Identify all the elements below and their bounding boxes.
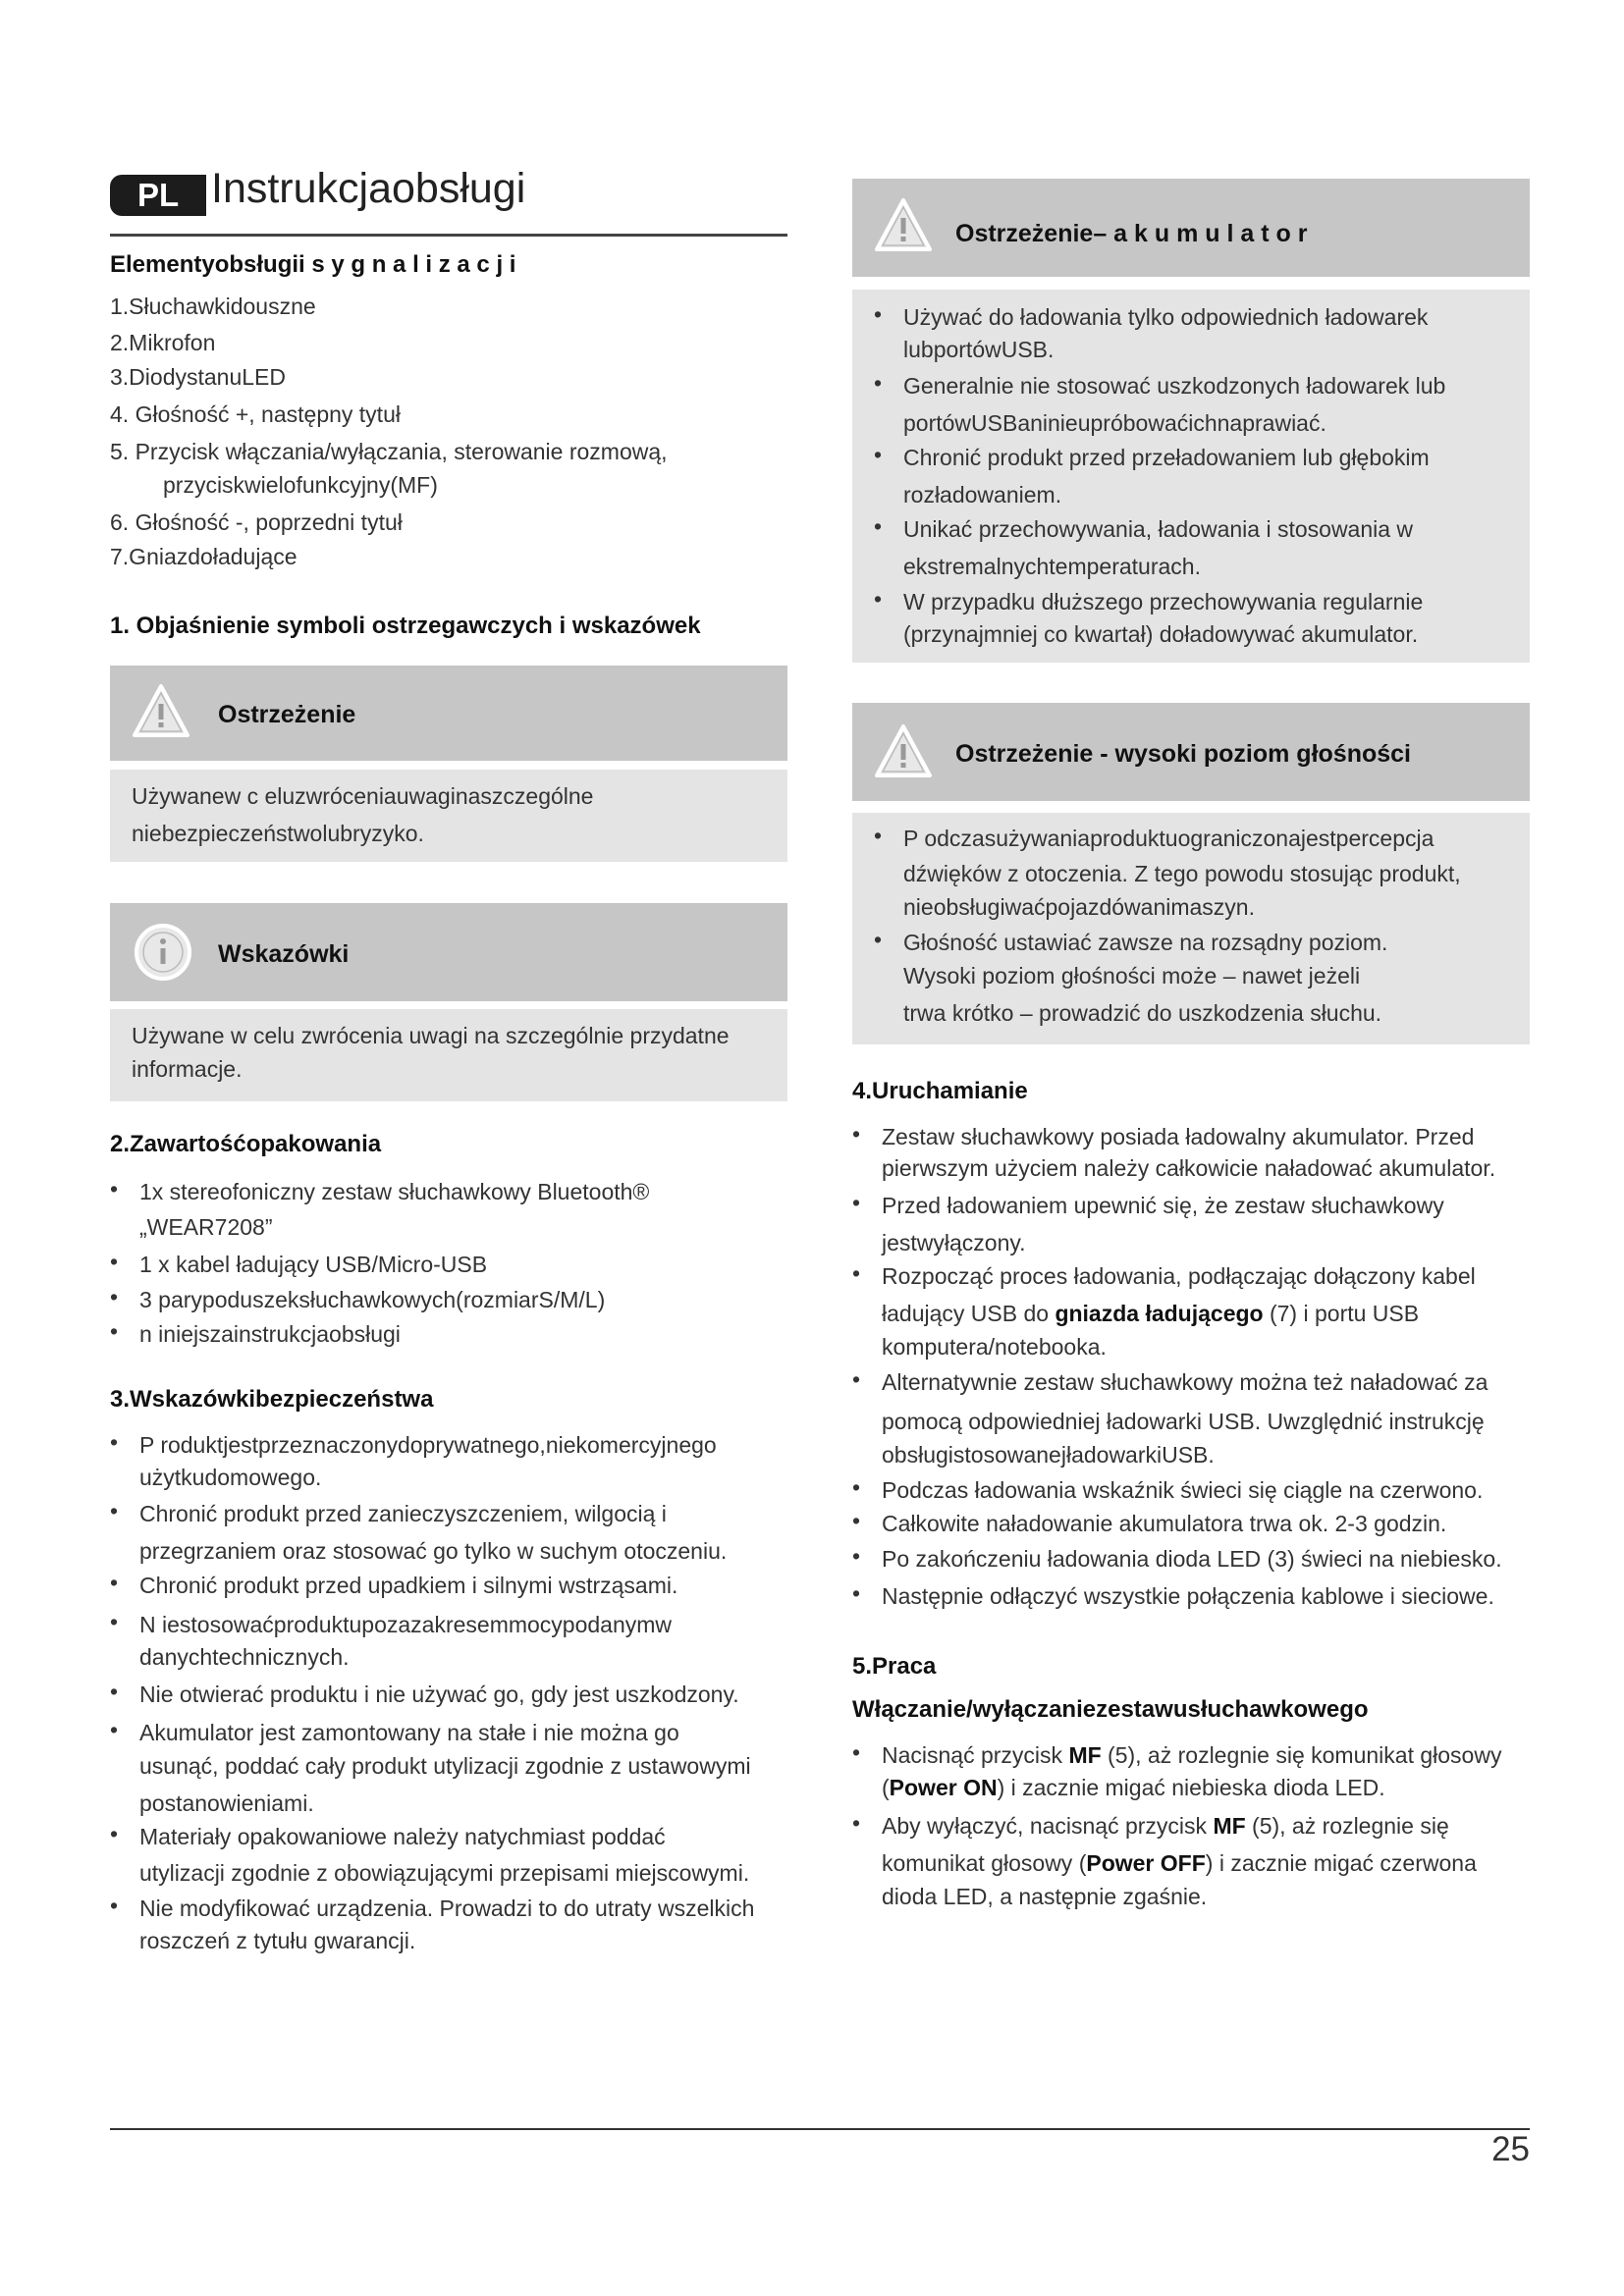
text-run: ) i zacznie migać niebieska dioda LED. — [997, 1775, 1385, 1800]
bullet: • — [852, 1121, 861, 1147]
bullet: • — [110, 1429, 119, 1455]
bullet: • — [110, 1821, 119, 1846]
bullet: • — [874, 927, 883, 952]
warning-triangle-icon — [874, 722, 933, 779]
package-item-text: n iniejszainstrukcjaobsługi — [139, 1321, 401, 1347]
startup-item-text: Podczas ładowania wskaźnik świeci się ciągle na czerwono. — [882, 1477, 1484, 1503]
bullet: • — [852, 1474, 861, 1500]
bullet: • — [110, 1609, 119, 1634]
battery-warning-text: W przypadku dłuższego przechowywania regularnie — [903, 589, 1424, 614]
page-number: 25 — [1491, 2130, 1530, 2168]
startup-item-text: Przed ładowaniem upewnić się, że zestaw słuchawkowy — [882, 1193, 1444, 1218]
operation-item-text — [882, 1847, 1477, 1880]
charging-socket-label: gniazda ładującego — [1055, 1301, 1264, 1326]
safety-item-text: Materiały opakowaniowe należy natychmiast poddać — [139, 1824, 666, 1849]
text-run: ( — [882, 1775, 890, 1800]
warning-text: Używanew c eluzwróceniauwaginaszczególne — [132, 783, 594, 809]
volume-warning-text: nieobsługiwaćpojazdówanimaszyn. — [903, 894, 1255, 920]
text-run: komunikat głosowy ( — [882, 1850, 1087, 1876]
text-run: (5), aż rozlegnie się — [1245, 1813, 1449, 1839]
package-item-text: 1x stereofoniczny zestaw słuchawkowy Bluetooth® — [139, 1179, 650, 1204]
power-off-label: Power OFF — [1086, 1850, 1206, 1876]
bullet: • — [874, 586, 883, 612]
safety-item-text: użytkudomowego. — [139, 1465, 322, 1490]
safety-item-text: Nie otwierać produktu i nie używać go, gdy jest uszkodzony. — [139, 1682, 739, 1707]
bullet: • — [852, 1810, 861, 1836]
volume-warning-text: P odczasużywaniaproduktuograniczonajestpercepcja — [903, 826, 1435, 851]
bullet: • — [110, 1176, 119, 1201]
text-run: Aby wyłączyć, nacisnąć przycisk — [882, 1813, 1214, 1839]
controls-item: 7.Gniazdoładujące — [110, 544, 298, 569]
operation-subheading: Włączanie/wyłączaniezestawusłuchawkowego — [852, 1696, 1369, 1723]
controls-item: przyciskwielofunkcyjny(MF) — [163, 472, 438, 498]
text-run: (7) i portu USB — [1263, 1301, 1420, 1326]
startup-heading: 4.Uruchamianie — [852, 1078, 1028, 1104]
notes-box-header — [110, 903, 787, 1001]
controls-item: 4. Głośność +, następny tytuł — [110, 401, 401, 427]
bullet: • — [852, 1190, 861, 1215]
text-run: (5), aż rozlegnie się komunikat głosowy — [1101, 1742, 1502, 1768]
startup-item-text: Zestaw słuchawkowy posiada ładowalny akumulator. Przed — [882, 1124, 1475, 1149]
text-run: Nacisnąć przycisk — [882, 1742, 1069, 1768]
controls-item: 3.DiodystanuLED — [110, 364, 286, 390]
controls-item: 2.Mikrofon — [110, 330, 216, 355]
battery-warning-header — [852, 179, 1530, 277]
safety-item-text: P roduktjestprzeznaczonydoprywatnego,niekomercyjnego — [139, 1432, 717, 1458]
bullet: • — [110, 1679, 119, 1704]
symbols-heading: 1. Objaśnienie symboli ostrzegawczych i wskazówek — [110, 613, 701, 639]
startup-item-text: jestwyłączony. — [882, 1230, 1026, 1255]
bullet: • — [110, 1717, 119, 1742]
notes-box-body — [110, 1009, 787, 1101]
volume-warning-header — [852, 703, 1530, 801]
safety-item-text: przegrzaniem oraz stosować go tylko w suchym otoczeniu. — [139, 1538, 728, 1564]
bullet: • — [852, 1260, 861, 1286]
operation-heading: 5.Praca — [852, 1653, 937, 1680]
operation-item-text: dioda LED, a następnie zgaśnie. — [882, 1884, 1208, 1909]
text-run: ładujący USB do — [882, 1301, 1056, 1326]
bullet: • — [874, 823, 883, 848]
package-item-text: 1 x kabel ładujący USB/Micro-USB — [139, 1252, 488, 1277]
power-on-label: Power ON — [889, 1775, 998, 1800]
bullet: • — [110, 1498, 119, 1523]
controls-item: 1.Słuchawkidouszne — [110, 294, 316, 319]
startup-item-text: pomocą odpowiedniej ładowarki USB. Uwzględnić instrukcję — [882, 1409, 1485, 1434]
startup-item-text: Po zakończeniu ładowania dioda LED (3) świeci na niebiesko. — [882, 1546, 1502, 1572]
controls-item: 6. Głośność -, poprzedni tytuł — [110, 509, 403, 535]
battery-warning-text: ekstremalnychtemperaturach. — [903, 554, 1201, 579]
bullet: • — [852, 1508, 861, 1533]
safety-item-text: postanowieniami. — [139, 1790, 314, 1816]
notes-text: Używane w celu zwrócenia uwagi na szczególnie przydatne — [132, 1023, 730, 1048]
safety-heading: 3.Wskazówkibezpieczeństwa — [110, 1386, 434, 1413]
operation-item-text — [882, 1810, 1449, 1842]
battery-warning-text: (przynajmniej co kwartał) doładowywać akumulator. — [903, 621, 1419, 647]
battery-warning-text: Używać do ładowania tylko odpowiednich ładowarek — [903, 304, 1429, 330]
battery-warning-text: Unikać przechowywania, ładowania i stosowania w — [903, 516, 1414, 542]
page-header — [110, 165, 787, 237]
volume-warning-title: Ostrzeżenie - wysoki poziom głośności — [955, 740, 1411, 768]
text-run: ) i zacznie migać czerwona — [1205, 1850, 1477, 1876]
controls-item: 5. Przycisk włączania/wyłączania, sterowanie rozmową, — [110, 439, 668, 464]
startup-item-text — [882, 1298, 1419, 1330]
bullet: • — [110, 1284, 119, 1309]
safety-item-text: roszczeń z tytułu gwarancji. — [139, 1928, 416, 1953]
warning-box-body — [110, 770, 787, 862]
safety-item-text: utylizacji zgodnie z obowiązującymi przepisami miejscowymi. — [139, 1860, 750, 1886]
safety-item-text: Akumulator jest zamontowany na stałe i nie można go — [139, 1720, 679, 1745]
safety-item-text: Chronić produkt przed upadkiem i silnymi wstrząsami. — [139, 1573, 678, 1598]
battery-warning-title: Ostrzeżenie– a k u m u l a t o r — [955, 220, 1308, 247]
notes-text: informacje. — [132, 1056, 243, 1082]
warning-box-header — [110, 666, 787, 761]
bullet: • — [110, 1570, 119, 1595]
warning-text: niebezpieczeństwolubryzyko. — [132, 821, 424, 846]
warning-triangle-icon — [874, 196, 933, 253]
safety-item-text: Chronić produkt przed zanieczyszczeniem, wilgocią i — [139, 1501, 667, 1526]
startup-item-text: Następnie odłączyć wszystkie połączenia kablowe i sieciowe. — [882, 1583, 1494, 1609]
safety-item-text: usunąć, poddać cały produkt utylizacji zgodnie z ustawowymi — [139, 1753, 751, 1779]
bullet: • — [110, 1249, 119, 1274]
package-item-text: „WEAR7208” — [139, 1214, 273, 1240]
operation-item-text — [882, 1772, 1385, 1804]
mf-button-label: MF — [1213, 1813, 1246, 1839]
battery-warning-text: portówUSBaninieupróbowaćichnaprawiać. — [903, 410, 1326, 436]
bullet: • — [874, 301, 883, 327]
safety-item-text: danychtechnicznych. — [139, 1644, 350, 1670]
volume-warning-text: Głośność ustawiać zawsze na rozsądny poziom. — [903, 930, 1388, 955]
notes-title: Wskazówki — [218, 940, 350, 968]
bullet: • — [852, 1739, 861, 1765]
startup-item-text: komputera/notebooka. — [882, 1334, 1107, 1360]
package-heading: 2.Zawartośćopakowania — [110, 1131, 382, 1157]
safety-item-text: Nie modyfikować urządzenia. Prowadzi to do utraty wszelkich — [139, 1896, 755, 1921]
warning-title: Ostrzeżenie — [218, 701, 356, 728]
footer-divider — [110, 2128, 1530, 2130]
volume-warning-body — [852, 813, 1530, 1044]
battery-warning-text: rozładowaniem. — [903, 482, 1062, 507]
battery-warning-body — [852, 290, 1530, 663]
bullet: • — [110, 1318, 119, 1344]
language-badge: PL — [110, 175, 206, 216]
battery-warning-text: Chronić produkt przed przeładowaniem lub głębokim — [903, 445, 1430, 470]
volume-warning-text: trwa krótko – prowadzić do uszkodzenia słuchu. — [903, 1000, 1382, 1026]
mf-button-label: MF — [1068, 1742, 1102, 1768]
info-icon — [134, 923, 192, 982]
startup-item-text: Rozpocząć proces ładowania, podłączając dołączony kabel — [882, 1263, 1476, 1289]
startup-item-text: obsługistosowanejładowarkiUSB. — [882, 1442, 1215, 1468]
bullet: • — [110, 1893, 119, 1918]
page-title: Instrukcjaobsługi — [211, 165, 526, 212]
startup-item-text: Całkowite naładowanie akumulatora trwa ok. 2-3 godzin. — [882, 1511, 1447, 1536]
package-item-text: 3 parypoduszeksłuchawkowych(rozmiarS/M/L) — [139, 1287, 606, 1312]
bullet: • — [874, 513, 883, 539]
battery-warning-text: lubportówUSB. — [903, 337, 1055, 362]
bullet: • — [852, 1366, 861, 1392]
battery-warning-text: Generalnie nie stosować uszkodzonych ładowarek lub — [903, 373, 1446, 399]
startup-item-text: pierwszym użyciem należy całkowicie naładować akumulator. — [882, 1155, 1496, 1181]
startup-item-text: Alternatywnie zestaw słuchawkowy można też naładować za — [882, 1369, 1489, 1395]
safety-item-text: N iestosowaćproduktupozazakresemmocypodanymw — [139, 1612, 673, 1637]
bullet: • — [874, 370, 883, 396]
controls-heading: Elementyobsługii s y g n a l i z a c j i — [110, 251, 516, 278]
volume-warning-text: dźwięków z otoczenia. Z tego powodu stosując produkt, — [903, 861, 1461, 886]
bullet: • — [874, 442, 883, 467]
bullet: • — [852, 1580, 861, 1606]
warning-triangle-icon — [132, 682, 190, 739]
volume-warning-text: Wysoki poziom głośności może – nawet jeżeli — [903, 963, 1361, 988]
operation-item-text — [882, 1739, 1501, 1772]
bullet: • — [852, 1543, 861, 1569]
